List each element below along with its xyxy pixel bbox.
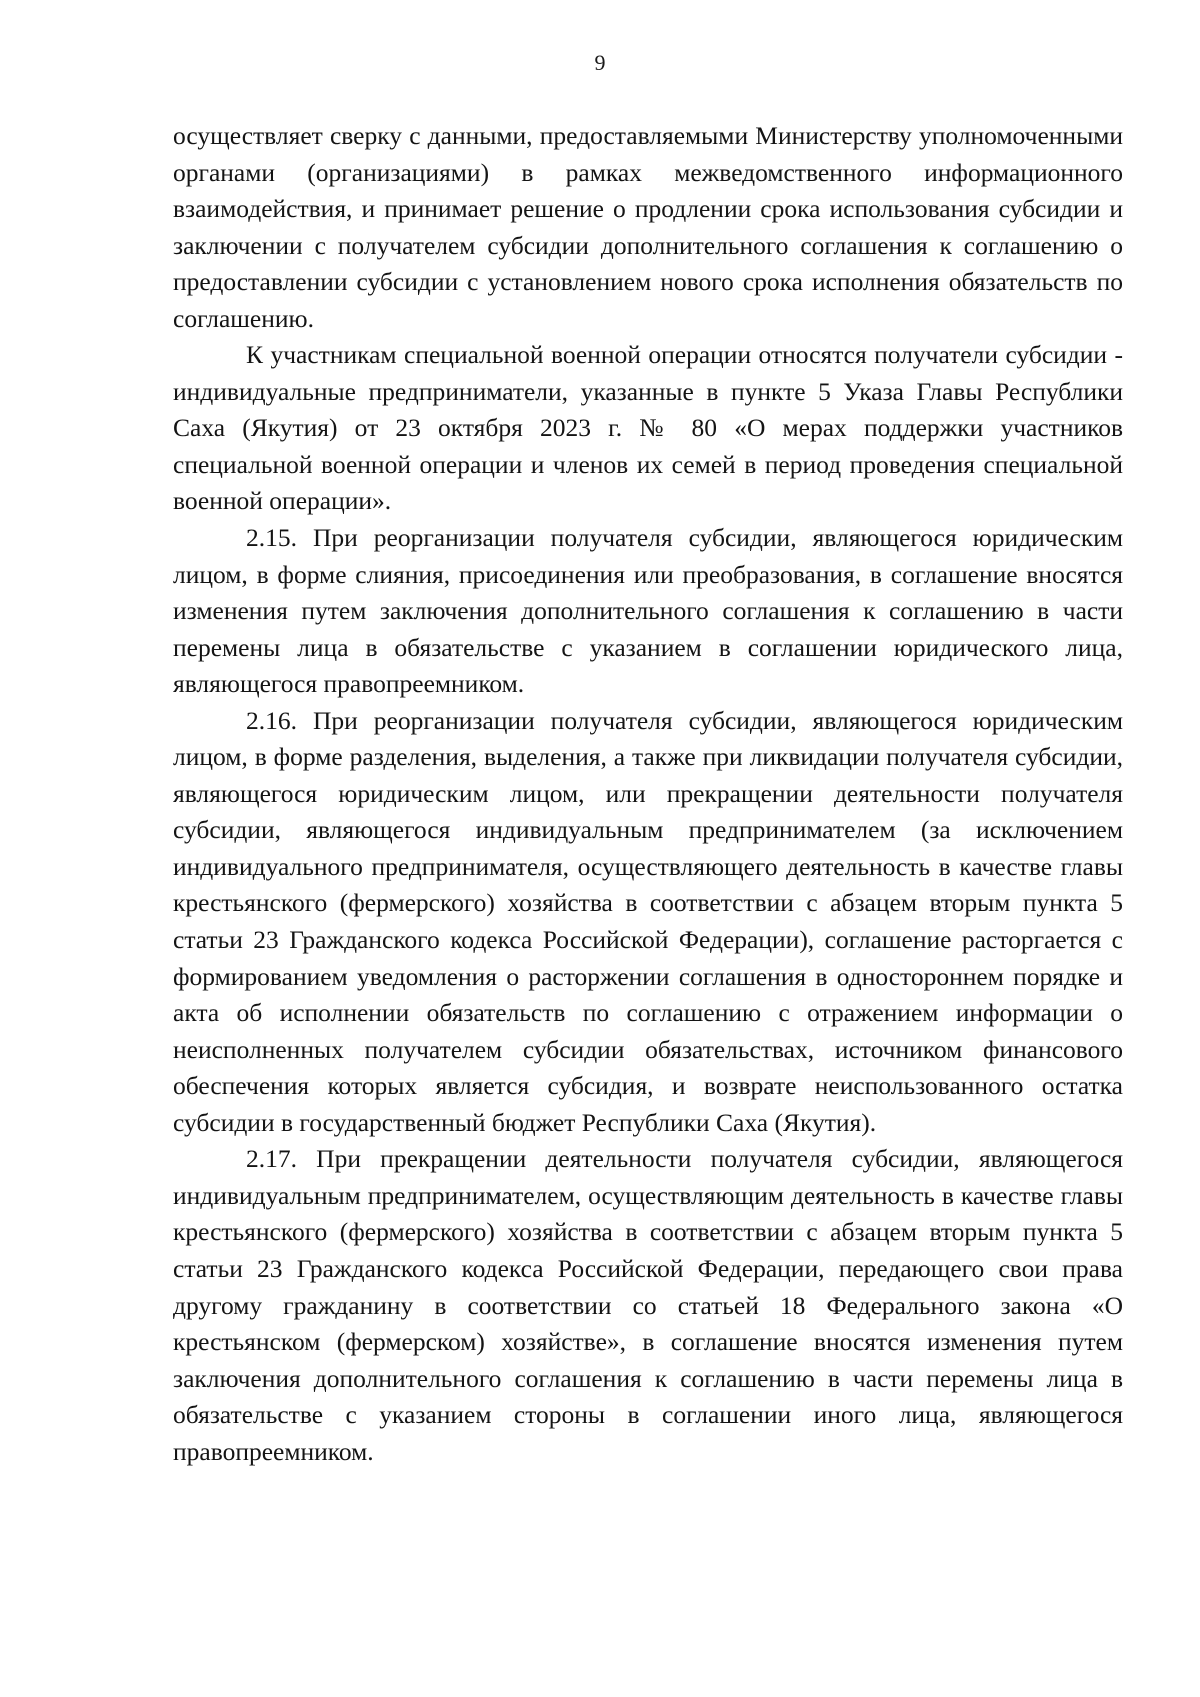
paragraph-svo-participants: К участникам специальной военной операции относятся получатели субсидии - индивидуальные предприниматели, указанные в пункте 5 Указа Главы Республики Саха (Якутия) от 23 октября 2023 г. № 80 «О мерах поддержки участников специальной военной операции и членов их семей в период проведения специальной военной операции». — [173, 340, 1123, 516]
paragraph-2-17: 2.17. При прекращении деятельности получателя субсидии, являющегося индивидуальным предпринимателем, осуществляющим деятельность в качестве главы крестьянского (фермерского) хозяйства в соответствии с абзацем вторым пункта 5 статьи 23 Гражданского кодекса Российской Федерации, передающего свои права другому гражданину в соответствии со статьей 18 Федерального закона «О крестьянском (фермерском) хозяйстве», в соглашение вносятся изменения путем заключения дополнительного соглашения к соглашению в части перемены лица в обязательстве с указанием стороны в соглашении иного лица, являющегося правопреемником. — [173, 1144, 1123, 1466]
paragraph-2-15: 2.15. При реорганизации получателя субсидии, являющегося юридическим лицом, в форме слияния, присоединения или преобразования, в соглашение вносятся изменения путем заключения дополнительного соглашения к соглашению в части перемены лица в обязательстве с указанием в соглашении юридического лица, являющегося правопреемником. — [173, 523, 1123, 699]
page-number: 9 — [594, 50, 606, 75]
paragraph-2-16: 2.16. При реорганизации получателя субсидии, являющегося юридическим лицом, в форме разделения, выделения, а также при ликвидации получателя субсидии, являющегося юридическим лицом, или прекращении деятельности получателя субсидии, являющегося индивидуальным предпринимателем (за исключением индивидуального предпринимателя, осуществляющего деятельность в качестве главы крестьянского (фермерского) хозяйства в соответствии с абзацем вторым пункта 5 статьи 23 Гражданского кодекса Российской Федерации), соглашение расторгается с формированием уведомления о расторжении соглашения в одностороннем порядке и акта об исполнении обязательств по соглашению с отражением информации о неисполненных получателем субсидии обязательствах, источником финансового обеспечения которых является субсидия, и возврате неиспользованного остатка субсидии в государственный бюджет Республики Саха (Якутия). — [173, 705, 1123, 1137]
paragraph-continuation: осуществляет сверку с данными, предоставляемыми Министерству уполномоченными органами (организациями) в рамках межведомственного информационного взаимодействия, и принимает решение о продлении срока использования субсидии и заключении с получателем субсидии дополнительного соглашения к соглашению о предоставлении субсидии с установлением нового срока исполнения обязательств по соглашению. — [173, 121, 1123, 333]
document-body — [173, 118, 1123, 1470]
